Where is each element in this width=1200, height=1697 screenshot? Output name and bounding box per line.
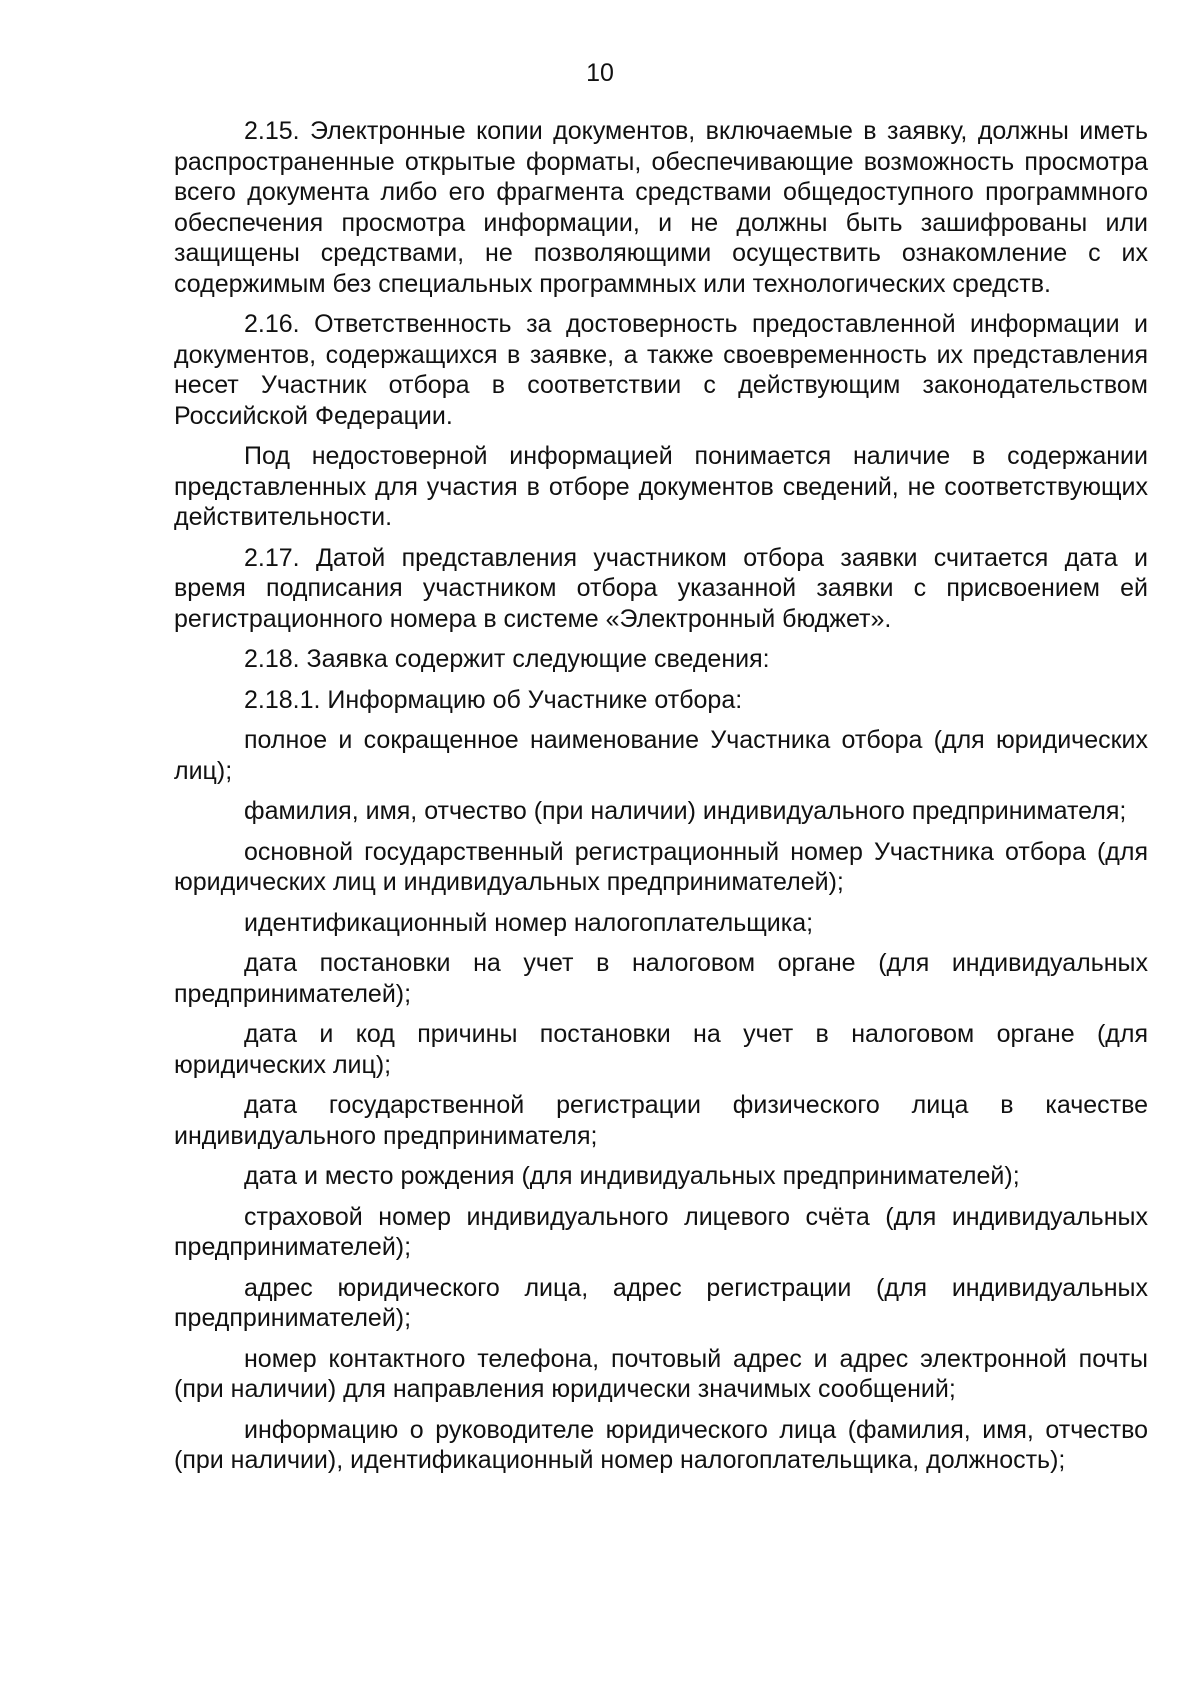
list-item-ogrn: основной государственный регистрационный номер Участника отбора (для юридических лиц и индивидуальных предпринимателей); <box>174 837 1148 896</box>
list-item-full-name: полное и сокращенное наименование Участника отбора (для юридических лиц); <box>174 726 1148 785</box>
page-number: 10 <box>586 59 614 87</box>
list-item-state-registration-date: дата государственной регистрации физического лица в качестве индивидуального предпринимателя; <box>174 1091 1148 1150</box>
paragraph-inaccurate-info: Под недостоверной информацией понимается наличие в содержании представленных для участия в отборе документов сведений, не соответствующих действительности. <box>174 442 1148 531</box>
list-item-snils: страховой номер индивидуального лицевого счёта (для индивидуальных предпринимателей); <box>174 1202 1148 1261</box>
list-item-entrepreneur-name: фамилия, имя, отчество (при наличии) индивидуального предпринимателя; <box>244 797 1127 825</box>
document-body <box>174 116 1148 1486</box>
list-item-address: адрес юридического лица, адрес регистрации (для индивидуальных предпринимателей); <box>174 1273 1148 1332</box>
list-item-contacts: номер контактного телефона, почтовый адрес и адрес электронной почты (при наличии) для направления юридически значимых сообщений; <box>174 1344 1148 1403</box>
paragraph-2-18-1: 2.18.1. Информацию об Участнике отбора: <box>244 685 743 714</box>
paragraph-2-17: 2.17. Датой представления участником отбора заявки считается дата и время подписания участником отбора указанной заявки с присвоением ей регистрационного номера в системе «Электронный бюджет». <box>174 543 1148 633</box>
list-item-inn: идентификационный номер налогоплательщика; <box>244 908 814 937</box>
list-item-director-info: информацию о руководителе юридического лица (фамилия, имя, отчество (при наличии), идентификационный номер налогоплательщика, должность); <box>174 1415 1148 1474</box>
list-item-birth-date-place: дата и место рождения (для индивидуальных предпринимателей); <box>244 1162 1020 1190</box>
list-item-tax-registration-date: дата постановки на учет в налоговом органе (для индивидуальных предпринимателей); <box>174 949 1148 1008</box>
paragraph-2-15: 2.15. Электронные копии документов, включаемые в заявку, должны иметь распространенные открытые форматы, обеспечивающие возможность просмотра всего документа либо его фрагмента средствами общедоступного программного обеспечения просмотра информации, и не должны быть зашифрованы или защищены средствами, не позволяющими осуществить ознакомление с их содержимым без специальных программных или технологических средств. <box>174 117 1148 298</box>
paragraph-2-18: 2.18. Заявка содержит следующие сведения: <box>244 645 770 673</box>
paragraph-2-16: 2.16. Ответственность за достоверность предоставленной информации и документов, содержащихся в заявке, а также своевременность их представления несет Участник отбора в соответствии с действующим законодательством Российской Федерации. <box>174 310 1148 430</box>
list-item-tax-registration-code: дата и код причины постановки на учет в налоговом органе (для юридических лиц); <box>174 1020 1148 1079</box>
